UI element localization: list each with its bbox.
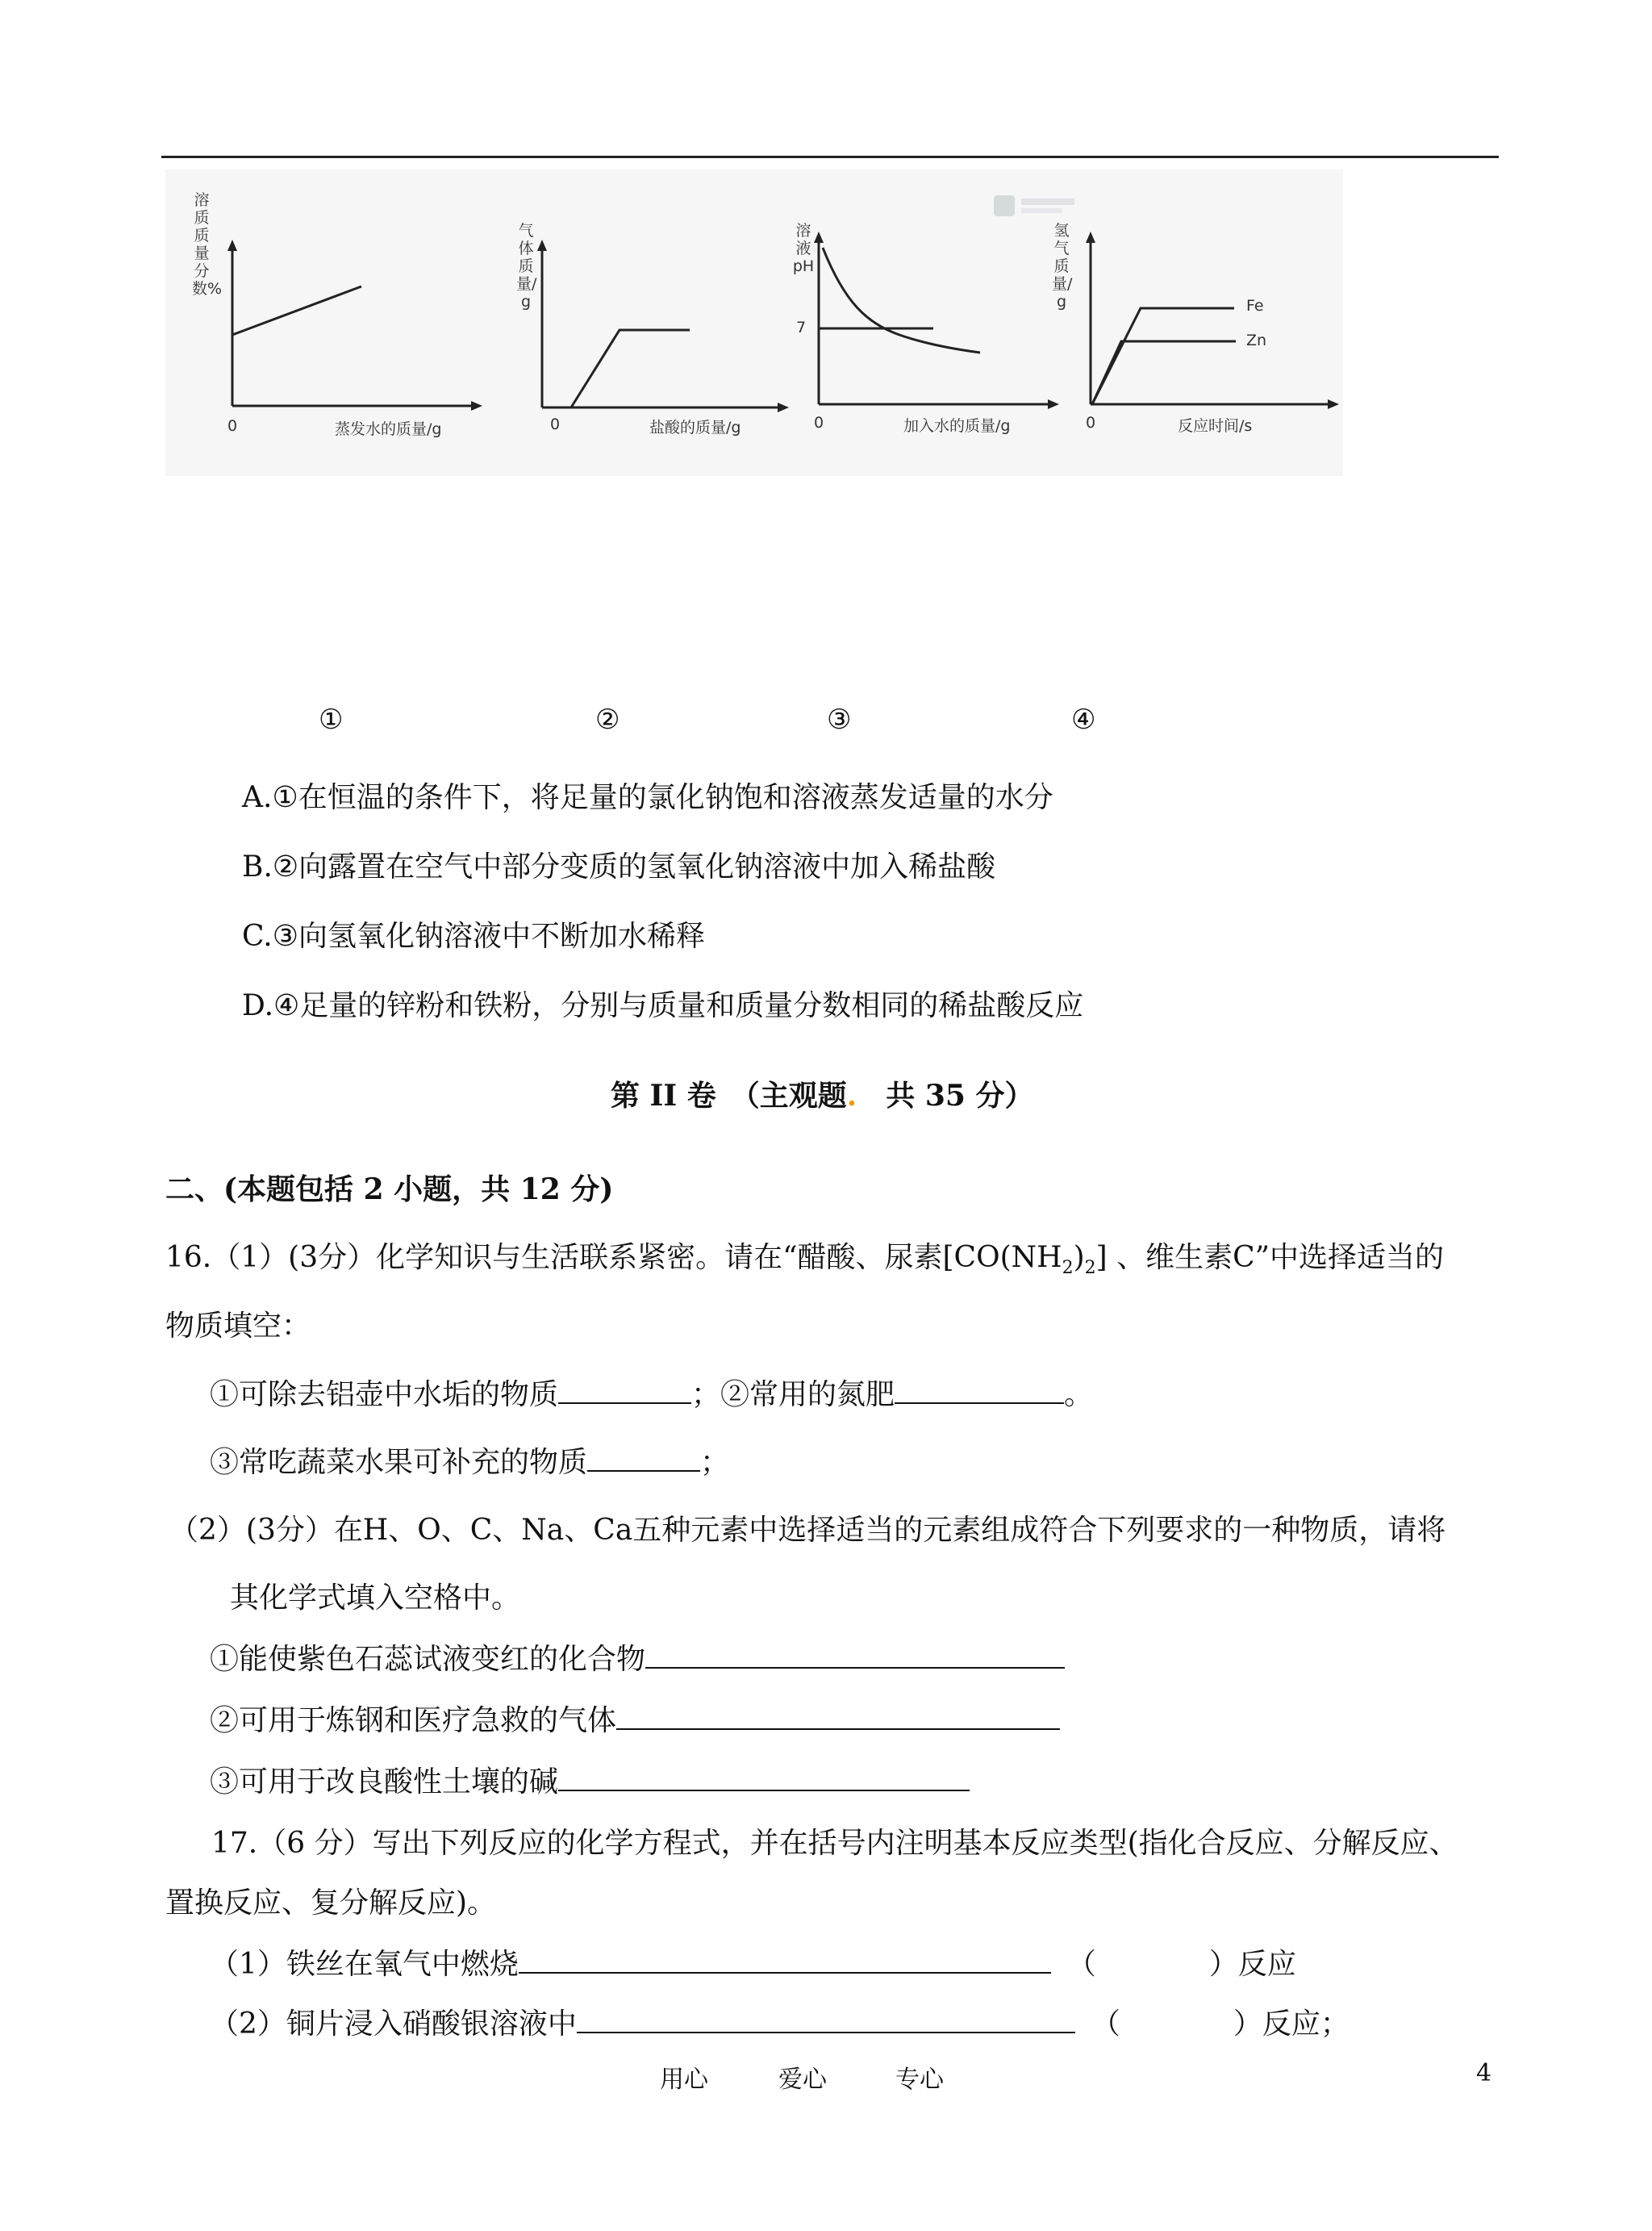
watermark-logo (992, 192, 1081, 219)
footer-right: 专心 (895, 2066, 944, 2094)
footer-left: 用心 (660, 2066, 708, 2094)
answer-blank-acid-compound[interactable] (645, 1640, 1065, 1669)
q16-part2-item3: ③可用于改良酸性土壤的碱 (210, 1759, 970, 1800)
graph-3-tick-label: 7 (796, 319, 807, 336)
graph-2-origin: 0 (550, 416, 561, 433)
answer-blank-copper-silver-nitrate[interactable] (577, 2004, 1075, 2033)
graph-3-x-label: 加入水的质量/g (903, 417, 1011, 435)
graph-4-y-label: 氢气质量/g (1052, 222, 1073, 311)
q16-line2: 物质填空： (165, 1310, 311, 1343)
answer-blank-oxygen-gas[interactable] (616, 1701, 1060, 1730)
graph-number-3: ③ (827, 704, 852, 736)
graph-4-series-zn-label: Zn (1246, 332, 1267, 349)
graph-1-series-line (232, 286, 361, 335)
option-d: D.④足量的锌粉和铁粉，分别与质量和质量分数相同的稀盐酸反应 (242, 989, 1084, 1022)
graph-number-2: ② (595, 704, 620, 736)
graph-number-4: ④ (1071, 704, 1096, 736)
graph-3-y-label: 溶液pH (792, 222, 815, 275)
answer-blank-vegetable-nutrient[interactable] (587, 1443, 700, 1472)
q16-part2-item2: ②可用于炼钢和医疗急救的气体 (210, 1698, 1060, 1739)
q16-line1: 16.（1）(3分）化学知识与生活联系紧密。请在“醋酸、尿素$[CO(NH_2)_2]$ 、维生素C”中选择适当的 (165, 1241, 1445, 1279)
page-number: 4 (1476, 2059, 1492, 2087)
option-c: C.③向氢氧化钠溶液中不断加水稀释 (242, 920, 705, 953)
graph-4-origin: 0 (1086, 414, 1096, 432)
graph-2 (516, 182, 807, 464)
footer-middle: 爱心 (778, 2066, 827, 2094)
graph-4-series-fe-label: Fe (1246, 297, 1264, 315)
q17-line2: 置换反应、复分解反应)。 (165, 1886, 497, 1920)
section-title-dot: . (846, 1079, 857, 1113)
header-rule (161, 156, 1499, 158)
q17-item2: （2）铜片浸入硝酸银溶液中 （ ）反应； (210, 2001, 1350, 2042)
graph-3-origin: 0 (814, 414, 824, 432)
q17-item1: （1）铁丝在氧气中燃烧 （ ）反应 (210, 1941, 1296, 1982)
option-b: B.②向露置在空气中部分变质的氢氧化钠溶液中加入稀盐酸 (242, 850, 996, 884)
graph-3-series-curve (823, 248, 980, 353)
graph-2-x-label: 盐酸的质量/g (649, 419, 741, 437)
answer-blank-descaler[interactable] (558, 1375, 691, 1404)
option-a: A.①在恒温的条件下，将足量的氯化钠饱和溶液蒸发适量的水分 (242, 781, 1053, 814)
graph-1-y-label: 溶质质量分数% (192, 191, 223, 298)
section-heading: 二、(本题包括 2 小题，共 12 分) (165, 1172, 614, 1206)
graph-2-y-label: 气体质量/g (516, 222, 537, 311)
answer-blank-nitrogen-fertilizer[interactable] (895, 1375, 1064, 1404)
graph-1-origin: 0 (227, 417, 238, 435)
q16-part2-line1: （2）(3分）在H、O、C、Na、Ca五种元素中选择适当的元素组成符合下列要求的一种物质，请将 (169, 1514, 1446, 1547)
answer-blank-base[interactable] (558, 1762, 970, 1791)
section-title-part2: 共 35 分） (857, 1079, 1034, 1113)
q17-line1: 17.（6 分）写出下列反应的化学方程式，并在括号内注明基本反应类型(指化合反应、分解反应、 (211, 1827, 1458, 1860)
q16-part2-line2: 其化学式填入空格中。 (230, 1581, 521, 1615)
section-title (611, 1073, 1033, 1114)
q16-item1: ①可除去铝壶中水垢的物质 ；②常用的氮肥 。 (210, 1372, 1093, 1413)
q16-part2-item1: ①能使紫色石蕊试液变红的化合物 (210, 1636, 1065, 1677)
answer-blank-iron-combustion[interactable] (519, 1945, 1051, 1974)
graph-1-x-label: 蒸发水的质量/g (335, 420, 442, 438)
graph-4-x-label: 反应时间/s (1178, 417, 1253, 435)
graph-number-1: ① (319, 704, 344, 736)
graph-3 (786, 182, 1077, 464)
section-title-part1: 第 II 卷 （主观题 (611, 1079, 847, 1113)
q16-item2: ③常吃蔬菜水果可补充的物质 ； (210, 1439, 729, 1481)
graph-2-series-line (571, 330, 690, 407)
graph-4 (1049, 182, 1347, 464)
graph-4-series-zn (1092, 341, 1236, 404)
graph-1 (186, 182, 492, 464)
